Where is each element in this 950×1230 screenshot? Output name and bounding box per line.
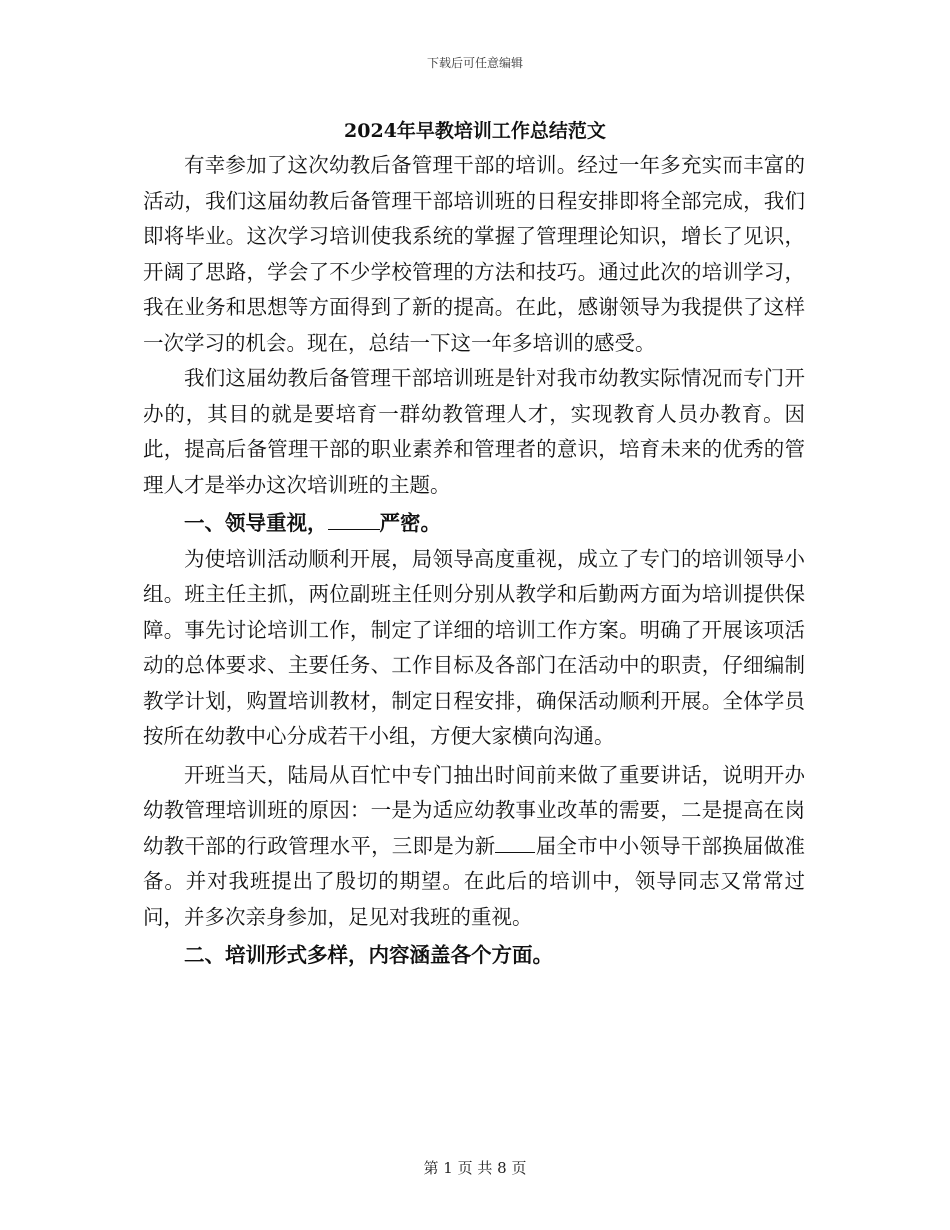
paragraph-intro: 有幸参加了这次幼教后备管理干部的培训。经过一年多充实而丰富的活动，我们这届幼教后备管理干部培训班的日程安排即将全部完成，我们即将毕业。这次学习培训使我系统的掌握了管理理论知识，增长了见识，开阔了思路，学会了不少学校管理的方法和技巧。通过此次的培训学习，我在业务和思想等方面得到了新的提高。在此，感谢领导为我提供了这样一次学习的机会。现在，总结一下这一年多培训的感受。: [143, 153, 805, 355]
paragraph-class-purpose: 我们这届幼教后备管理干部培训班是针对我市幼教实际情况而专门开办的，其目的就是要培育一群幼教管理人才，实现教育人员办教育。因此，提高后备管理干部的职业素养和管理者的意识，培育未来的优秀的管理人才是举办这次培训班的主题。: [143, 366, 805, 497]
section-heading-1-prefix: 一、领导重视，: [184, 511, 328, 535]
paragraph-leadership: 为使培训活动顺利开展，局领导高度重视，成立了专门的培训领导小组。班主任主抓，两位副班主任则分别从教学和后勤两方面为培训提供保障。事先讨论培训工作，制定了详细的培训工作方案。明确了开展该项活动的总体要求、主要任务、工作目标及各部门在活动中的职责，仔细编制教学计划，购置培训教材，制定日程安排，确保活动顺利开展。全体学员按所在幼教中心分成若干小组，方便大家横向沟通。: [143, 546, 805, 748]
document-body: [143, 148, 805, 974]
fill-in-blank: [328, 511, 380, 530]
page-number: 第 1 页 共 8 页: [423, 1159, 527, 1177]
paragraph-opening-day: [143, 758, 805, 936]
paragraph-opening-day-part1: 开班当天，陆局从百忙中专门抽出时间前来做了重要讲话，说明开办幼教管理培训班的原因：一是为适应幼教事业改革的需要，二是提高在岗幼教干部的行政管理水平，三即是为新: [143, 762, 805, 858]
section-heading-1-suffix: 严密。: [379, 511, 441, 535]
paragraph-opening-day-part2: 届全市中小领导干部换届做准备。并对我班提出了殷切的期望。在此后的培训中，领导同志又常常过问，并多次亲身参加，足见对我班的重视。: [143, 833, 806, 929]
section-heading-2: 二、培训形式多样，内容涵盖各个方面。: [184, 943, 553, 967]
document-title: 2024年早教培训工作总结范文: [344, 120, 606, 142]
section-heading-1: [143, 506, 805, 542]
fill-in-blank: [495, 834, 535, 853]
header-note: 下载后可任意编辑: [426, 56, 523, 70]
